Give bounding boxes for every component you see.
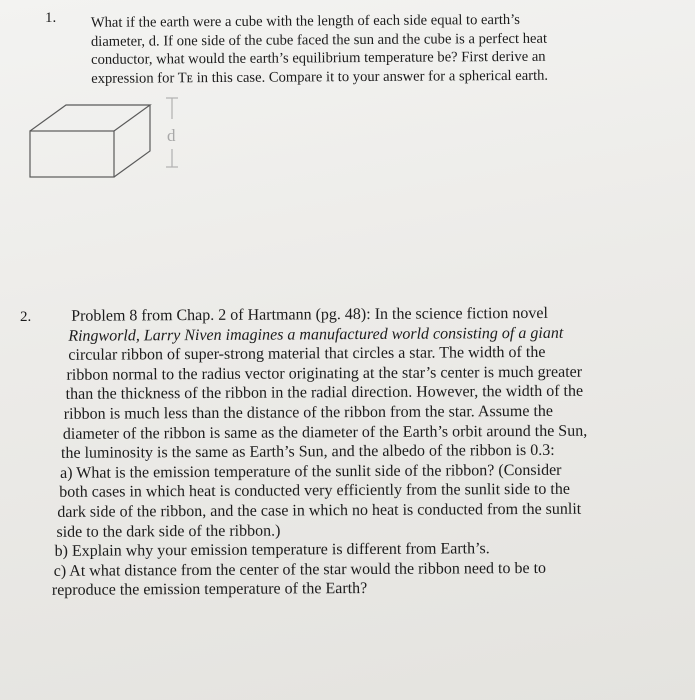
problem-2-line: than the thickness of the ribbon in the radial direction. However, the width of the: [65, 383, 584, 404]
dimension-label: d: [167, 126, 176, 145]
problem-2-line: dark side of the ribbon, and the case in which no heat is conducted from the sunlit: [57, 500, 582, 521]
problem-1-line: expression for Tᴇ in this case. Compare it to your answer for a spherical earth.: [91, 67, 549, 87]
problem-2-line: Ringworld, Larry Niven imagines a manufactured world consisting of a giant: [68, 324, 564, 345]
problem-2-line: reproduce the emission temperature of the Earth?: [51, 580, 368, 600]
problem-2-number: 2.: [20, 309, 32, 325]
problem-2-line: a) What is the emission temperature of the sunlit side of the ribbon? (Consider: [60, 461, 562, 482]
problem-2-line: circular ribbon of super-strong material that circles a star. The width of the: [68, 344, 546, 364]
problem-1-text: [91, 10, 637, 88]
problem-2-line: Problem 8 from Chap. 2 of Hartmann (pg. 48): In the science fiction novel: [71, 304, 548, 325]
problem-1-line: diameter, d. If one side of the cube faced the sun and the cube is a perfect heat: [90, 30, 548, 50]
problem-2-line: b) Explain why your emission temperature is different from Earth’s.: [54, 540, 490, 561]
problem-1-line: conductor, what would the earth’s equilibrium temperature be? First derive an: [91, 48, 546, 69]
problem-1-line: What if the earth were a cube with the length of each side equal to earth’s: [90, 11, 520, 31]
problem-2-line: the luminosity is the same as Earth’s Sun, and the albedo of the ribbon is 0.3:: [60, 441, 555, 463]
cube-front-face: [30, 131, 114, 177]
problem-2-line: ribbon normal to the radius vector originating at the star’s center is much greater: [66, 363, 583, 384]
problem-2-line: both cases in which heat is conducted very efficiently from the sunlit side to the: [59, 481, 570, 502]
cube-diagram: [26, 95, 196, 185]
cube-side-face: [114, 105, 150, 177]
problem-2-line: ribbon is much less than the distance of the ribbon from the star. Assume the: [63, 402, 554, 423]
problem-1-number: 1.: [45, 10, 57, 26]
problem-2-line: side to the dark side of the ribbon.): [56, 522, 281, 541]
problem-2-text: [47, 303, 679, 601]
problem-2-line: diameter of the ribbon is same as the diameter of the Earth’s orbit around the Sun,: [62, 422, 588, 443]
cube-top-face: [30, 105, 150, 131]
problem-2-line: c) At what distance from the center of the star would the ribbon need to be to: [53, 559, 547, 580]
